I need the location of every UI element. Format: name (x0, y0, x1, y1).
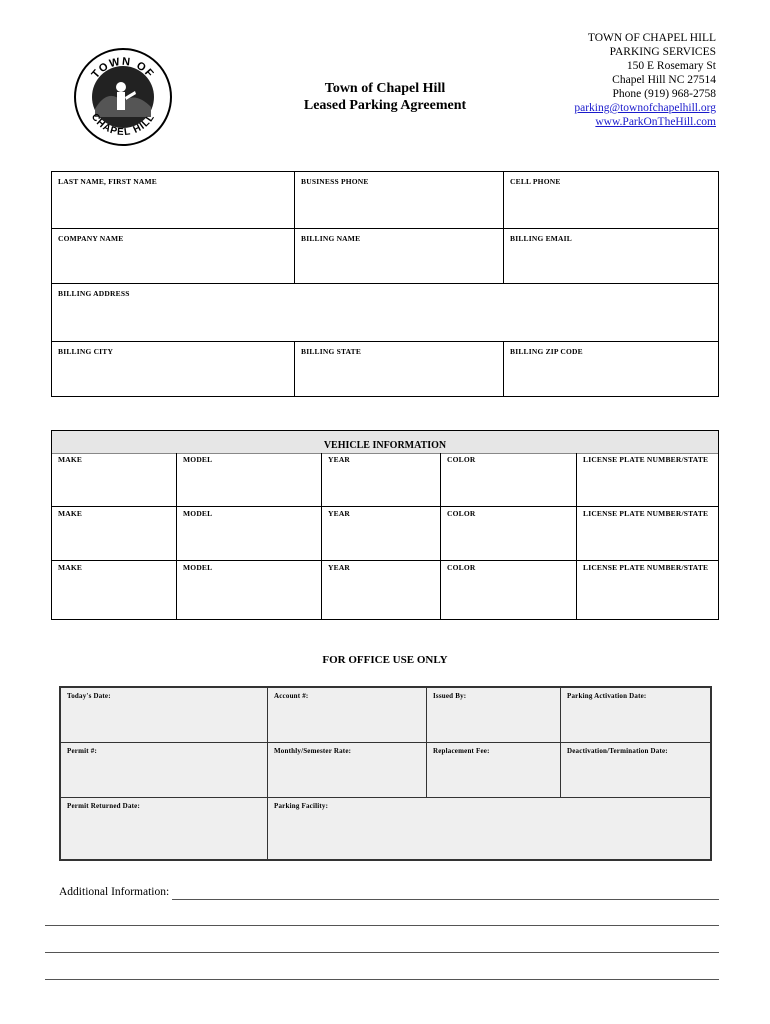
vehicle-column-label: MAKE (58, 455, 83, 464)
vehicle-info-table (51, 430, 719, 620)
permit-returned-field[interactable]: Permit Returned Date: (61, 798, 268, 859)
billing-name-field[interactable]: BILLING NAME (295, 229, 504, 284)
vehicle-3-plate-field[interactable] (577, 561, 718, 619)
vehicle-column-label: LICENSE PLATE NUMBER/STATE (583, 563, 709, 572)
contact-email-link[interactable]: parking@townofchapelhill.org (574, 102, 716, 114)
additional-info-line-3[interactable] (45, 952, 719, 953)
vehicle-1-make-field[interactable] (52, 453, 177, 507)
billing-address-field[interactable]: BILLING ADDRESS (52, 284, 718, 342)
billing-state-field[interactable]: BILLING STATE (295, 342, 504, 396)
vehicle-2-year-field[interactable] (322, 507, 441, 561)
vehicle-column-label: MODEL (183, 455, 213, 464)
vehicle-info-title: VEHICLE INFORMATION (323, 440, 447, 451)
vehicle-column-label: YEAR (328, 455, 351, 464)
vehicle-column-label: YEAR (328, 509, 351, 518)
vehicle-2-model-field[interactable] (177, 507, 322, 561)
termination-date-field[interactable]: Deactivation/Termination Date: (561, 743, 710, 798)
vehicle-column-label: LICENSE PLATE NUMBER/STATE (583, 455, 709, 464)
logo-top-text: TOWN OF (89, 55, 157, 81)
additional-info-line-4[interactable] (45, 979, 719, 980)
vehicle-column-label: COLOR (447, 563, 476, 572)
permit-field[interactable]: Permit #: (61, 743, 268, 798)
vehicle-3-color-field[interactable] (441, 561, 577, 619)
contact-org: TOWN OF CHAPEL HILL (587, 32, 716, 44)
contact-city: Chapel Hill NC 27514 (612, 74, 716, 86)
title-line-2: Leased Parking Agreement (303, 98, 467, 113)
activation-date-field[interactable]: Parking Activation Date: (561, 688, 710, 743)
billing-city-field[interactable]: BILLING CITY (52, 342, 295, 396)
vehicle-1-color-field[interactable] (441, 453, 577, 507)
issued-by-field[interactable]: Issued By: (427, 688, 561, 743)
vehicle-3-model-field[interactable] (177, 561, 322, 619)
vehicle-1-model-field[interactable] (177, 453, 322, 507)
rate-field[interactable]: Monthly/Semester Rate: (268, 743, 427, 798)
vehicle-column-label: COLOR (447, 455, 476, 464)
vehicle-column-label: COLOR (447, 509, 476, 518)
vehicle-2-color-field[interactable] (441, 507, 577, 561)
replacement-fee-field[interactable]: Replacement Fee: (427, 743, 561, 798)
vehicle-column-label: MAKE (58, 509, 83, 518)
vehicle-2-make-field[interactable] (52, 507, 177, 561)
additional-info-line-2[interactable] (45, 925, 719, 926)
business-phone-field[interactable]: BUSINESS PHONE (295, 172, 504, 229)
title-line-1: Town of Chapel Hill (324, 81, 446, 96)
customer-info-table (51, 171, 719, 397)
parking-facility-field[interactable]: Parking Facility: (274, 802, 329, 810)
billing-zip-field[interactable]: BILLING ZIP CODE (510, 347, 583, 356)
vehicle-column-label: MAKE (58, 563, 83, 572)
vehicle-column-label: MODEL (183, 563, 213, 572)
office-use-table (59, 686, 712, 861)
vehicle-2-plate-field[interactable] (577, 507, 718, 561)
contact-website-link[interactable]: www.ParkOnTheHill.com (595, 116, 716, 128)
vehicle-1-year-field[interactable] (322, 453, 441, 507)
company-name-field[interactable]: COMPANY NAME (52, 229, 295, 284)
vehicle-3-make-field[interactable] (52, 561, 177, 619)
form-title (250, 80, 520, 114)
name-field[interactable]: LAST NAME, FIRST NAME (52, 172, 295, 229)
cell-phone-field[interactable]: CELL PHONE (504, 172, 718, 229)
vehicle-1-plate-field[interactable] (577, 453, 718, 507)
vehicle-column-label: LICENSE PLATE NUMBER/STATE (583, 509, 709, 518)
contact-street: 150 E Rosemary St (626, 60, 716, 72)
vehicle-column-label: YEAR (328, 563, 351, 572)
additional-info-label: Additional Information: (59, 886, 170, 898)
todays-date-field[interactable]: Today's Date: (61, 688, 268, 743)
contact-dept: PARKING SERVICES (609, 46, 716, 58)
contact-phone: Phone (919) 968-2758 (612, 88, 716, 100)
contact-block (574, 31, 716, 129)
additional-info-line-1[interactable] (172, 899, 719, 900)
account-field[interactable]: Account #: (268, 688, 427, 743)
office-use-title: FOR OFFICE USE ONLY (322, 654, 448, 666)
vehicle-3-year-field[interactable] (322, 561, 441, 619)
vehicle-column-label: MODEL (183, 509, 213, 518)
billing-email-field[interactable]: BILLING EMAIL (504, 229, 718, 284)
town-seal-logo (73, 47, 173, 147)
logo-bottom-text: CHAPEL HILL (88, 111, 158, 139)
